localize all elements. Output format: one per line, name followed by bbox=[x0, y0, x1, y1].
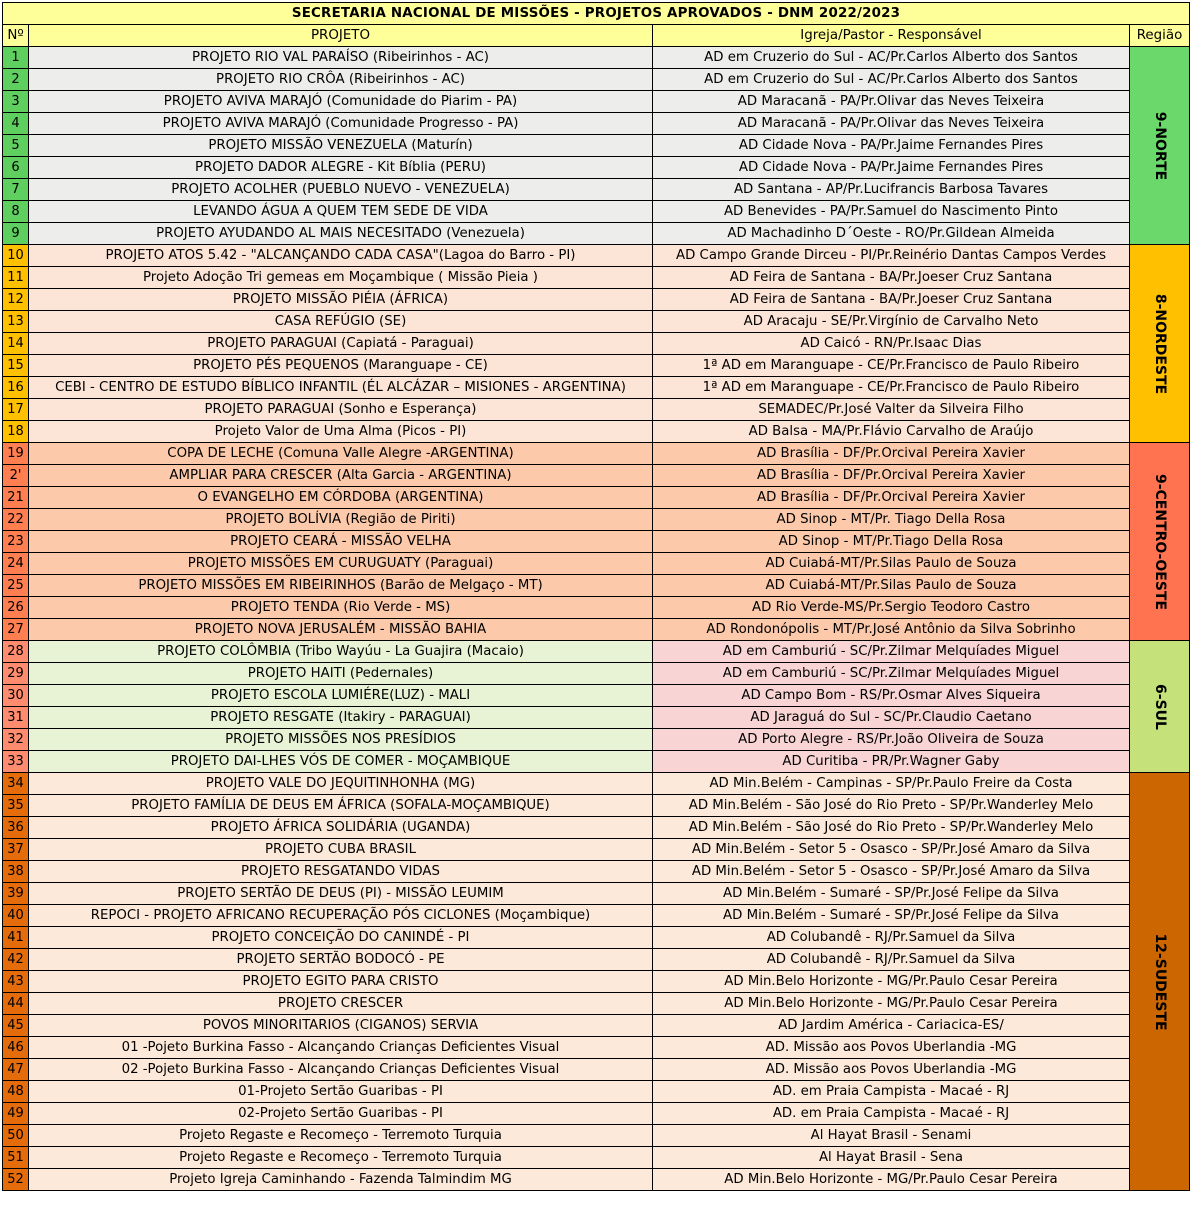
project-cell: PROJETO CONCEIÇÃO DO CANINDÉ - PI bbox=[29, 927, 653, 949]
region-label: 6-SUL bbox=[1151, 683, 1168, 730]
church-cell: AD Feira de Santana - BA/Pr.Joeser Cruz Santana bbox=[653, 267, 1130, 289]
row-number: 28 bbox=[3, 641, 29, 663]
region-label: 9-CENTRO-OESTE bbox=[1151, 473, 1168, 610]
row-number: 51 bbox=[3, 1147, 29, 1169]
church-cell: AD. Missão aos Povos Uberlandia -MG bbox=[653, 1037, 1130, 1059]
table-row bbox=[3, 729, 1190, 751]
church-cell: Al Hayat Brasil - Sena bbox=[653, 1147, 1130, 1169]
project-cell: Projeto Regaste e Recomeço - Terremoto Turquia bbox=[29, 1125, 653, 1147]
table-row bbox=[3, 157, 1190, 179]
row-number: 45 bbox=[3, 1015, 29, 1037]
table-row bbox=[3, 91, 1190, 113]
row-number: 36 bbox=[3, 817, 29, 839]
table-row bbox=[3, 817, 1190, 839]
project-cell: PROJETO CRESCER bbox=[29, 993, 653, 1015]
row-number: 38 bbox=[3, 861, 29, 883]
row-number: 39 bbox=[3, 883, 29, 905]
header-church: Igreja/Pastor - Responsável bbox=[653, 25, 1130, 47]
church-cell: AD Min.Belém - Sumaré - SP/Pr.José Felipe da Silva bbox=[653, 883, 1130, 905]
project-cell: PROJETO AVIVA MARAJÓ (Comunidade do Piarim - PA) bbox=[29, 91, 653, 113]
church-cell: AD Min.Belém - Sumaré - SP/Pr.José Felipe da Silva bbox=[653, 905, 1130, 927]
row-number: 3 bbox=[3, 91, 29, 113]
church-cell: AD em Camburiú - SC/Pr.Zilmar Melquíades Miguel bbox=[653, 663, 1130, 685]
project-cell: Projeto Regaste e Recomeço - Terremoto Turquia bbox=[29, 1147, 653, 1169]
row-number: 43 bbox=[3, 971, 29, 993]
church-cell: AD Min.Belém - Campinas - SP/Pr.Paulo Freire da Costa bbox=[653, 773, 1130, 795]
project-cell: O EVANGELHO EM CÓRDOBA (ARGENTINA) bbox=[29, 487, 653, 509]
row-number: 35 bbox=[3, 795, 29, 817]
row-number: 14 bbox=[3, 333, 29, 355]
table-row bbox=[3, 971, 1190, 993]
table-row bbox=[3, 663, 1190, 685]
church-cell: AD Campo Bom - RS/Pr.Osmar Alves Siqueira bbox=[653, 685, 1130, 707]
row-number: 40 bbox=[3, 905, 29, 927]
row-number: 2 bbox=[3, 69, 29, 91]
project-cell: 01 -Pojeto Burkina Fasso - Alcançando Crianças Deficientes Visual bbox=[29, 1037, 653, 1059]
project-cell: PROJETO TENDA (Rio Verde - MS) bbox=[29, 597, 653, 619]
church-cell: AD. em Praia Campista - Macaé - RJ bbox=[653, 1081, 1130, 1103]
church-cell: 1ª AD em Maranguape - CE/Pr.Francisco de Paulo Ribeiro bbox=[653, 355, 1130, 377]
row-number: 12 bbox=[3, 289, 29, 311]
region-label: 12-SUDESTE bbox=[1151, 932, 1168, 1031]
row-number: 33 bbox=[3, 751, 29, 773]
church-cell: AD Caicó - RN/Pr.Isaac Dias bbox=[653, 333, 1130, 355]
table-row bbox=[3, 113, 1190, 135]
church-cell: AD Cidade Nova - PA/Pr.Jaime Fernandes Pires bbox=[653, 157, 1130, 179]
project-cell: PROJETO RESGATANDO VIDAS bbox=[29, 861, 653, 883]
row-number: 25 bbox=[3, 575, 29, 597]
table-row bbox=[3, 839, 1190, 861]
project-cell: PROJETO RESGATE (Itakiry - PARAGUAI) bbox=[29, 707, 653, 729]
header-region: Região bbox=[1130, 25, 1190, 47]
table-row bbox=[3, 795, 1190, 817]
table-row bbox=[3, 751, 1190, 773]
church-cell: 1ª AD em Maranguape - CE/Pr.Francisco de Paulo Ribeiro bbox=[653, 377, 1130, 399]
project-cell: PROJETO VALE DO JEQUITINHONHA (MG) bbox=[29, 773, 653, 795]
row-number: 16 bbox=[3, 377, 29, 399]
region-label: 9-NORTE bbox=[1151, 111, 1168, 180]
table-row bbox=[3, 135, 1190, 157]
project-cell: POVOS MINORITARIOS (CIGANOS) SERVIA bbox=[29, 1015, 653, 1037]
project-cell: PROJETO ÁFRICA SOLIDÁRIA (UGANDA) bbox=[29, 817, 653, 839]
project-cell: PROJETO HAITI (Pedernales) bbox=[29, 663, 653, 685]
project-cell: COPA DE LECHE (Comuna Valle Alegre -ARGENTINA) bbox=[29, 443, 653, 465]
region-cell bbox=[1130, 245, 1190, 443]
project-cell: PROJETO COLÔMBIA (Tribo Wayúu - La Guajira (Macaio) bbox=[29, 641, 653, 663]
church-cell: AD Brasília - DF/Pr.Orcival Pereira Xavier bbox=[653, 443, 1130, 465]
church-cell: AD. Missão aos Povos Uberlandia -MG bbox=[653, 1059, 1130, 1081]
church-cell: AD em Cruzerio do Sul - AC/Pr.Carlos Alberto dos Santos bbox=[653, 69, 1130, 91]
table-row bbox=[3, 179, 1190, 201]
table-row bbox=[3, 927, 1190, 949]
table-row bbox=[3, 487, 1190, 509]
church-cell: AD Porto Alegre - RS/Pr.João Oliveira de Souza bbox=[653, 729, 1130, 751]
project-cell: 02 -Pojeto Burkina Fasso - Alcançando Crianças Deficientes Visual bbox=[29, 1059, 653, 1081]
project-cell: PROJETO RIO CRÔA (Ribeirinhos - AC) bbox=[29, 69, 653, 91]
church-cell: AD em Cruzerio do Sul - AC/Pr.Carlos Alberto dos Santos bbox=[653, 47, 1130, 69]
table-row bbox=[3, 245, 1190, 267]
church-cell: AD Curitiba - PR/Pr.Wagner Gaby bbox=[653, 751, 1130, 773]
project-cell: PROJETO SERTÃO BODOCÓ - PE bbox=[29, 949, 653, 971]
table-row bbox=[3, 1103, 1190, 1125]
table-row bbox=[3, 531, 1190, 553]
sheet-title: SECRETARIA NACIONAL DE MISSÕES - PROJETOS APROVADOS - DNM 2022/2023 bbox=[3, 3, 1190, 25]
row-number: 26 bbox=[3, 597, 29, 619]
project-cell: PROJETO AYUDANDO AL MAIS NECESITADO (Venezuela) bbox=[29, 223, 653, 245]
table-row bbox=[3, 267, 1190, 289]
church-cell: AD Min.Belém - Setor 5 - Osasco - SP/Pr.José Amaro da Silva bbox=[653, 861, 1130, 883]
project-cell: PROJETO MISSÃO VENEZUELA (Maturín) bbox=[29, 135, 653, 157]
church-cell: AD Maracanã - PA/Pr.Olivar das Neves Teixeira bbox=[653, 113, 1130, 135]
row-number: 42 bbox=[3, 949, 29, 971]
table-row bbox=[3, 1037, 1190, 1059]
region-cell bbox=[1130, 641, 1190, 773]
table-row bbox=[3, 1147, 1190, 1169]
table-row bbox=[3, 443, 1190, 465]
table-row bbox=[3, 883, 1190, 905]
row-number: 11 bbox=[3, 267, 29, 289]
project-cell: PROJETO DADOR ALEGRE - Kit Bíblia (PERU) bbox=[29, 157, 653, 179]
row-number: 22 bbox=[3, 509, 29, 531]
project-cell: PROJETO RIO VAL PARAÍSO (Ribeirinhos - AC) bbox=[29, 47, 653, 69]
table-row bbox=[3, 949, 1190, 971]
row-number: 17 bbox=[3, 399, 29, 421]
project-cell: REPOCI - PROJETO AFRICANO RECUPERAÇÃO PÓS CICLONES (Moçambique) bbox=[29, 905, 653, 927]
church-cell: AD em Camburiú - SC/Pr.Zilmar Melquíades Miguel bbox=[653, 641, 1130, 663]
church-cell: AD Min.Belo Horizonte - MG/Pr.Paulo Cesar Pereira bbox=[653, 971, 1130, 993]
row-number: 24 bbox=[3, 553, 29, 575]
project-cell: PROJETO DAI-LHES VÓS DE COMER - MOÇAMBIQUE bbox=[29, 751, 653, 773]
table-row bbox=[3, 399, 1190, 421]
row-number: 1 bbox=[3, 47, 29, 69]
project-cell: CASA REFÚGIO (SE) bbox=[29, 311, 653, 333]
church-cell: AD Cuiabá-MT/Pr.Silas Paulo de Souza bbox=[653, 575, 1130, 597]
table-row bbox=[3, 905, 1190, 927]
row-number: 9 bbox=[3, 223, 29, 245]
project-cell: PROJETO MISSÕES EM RIBEIRINHOS (Barão de Melgaço - MT) bbox=[29, 575, 653, 597]
table-row bbox=[3, 1059, 1190, 1081]
table-row bbox=[3, 421, 1190, 443]
project-cell: LEVANDO ÁGUA A QUEM TEM SEDE DE VIDA bbox=[29, 201, 653, 223]
table-row bbox=[3, 201, 1190, 223]
church-cell: AD Jaraguá do Sul - SC/Pr.Claudio Caetano bbox=[653, 707, 1130, 729]
row-number: 19 bbox=[3, 443, 29, 465]
project-cell: 01-Projeto Sertão Guaribas - PI bbox=[29, 1081, 653, 1103]
table-row bbox=[3, 355, 1190, 377]
church-cell: AD Benevides - PA/Pr.Samuel do Nascimento Pinto bbox=[653, 201, 1130, 223]
table-row bbox=[3, 1125, 1190, 1147]
row-number: 10 bbox=[3, 245, 29, 267]
row-number: 7 bbox=[3, 179, 29, 201]
table-row bbox=[3, 861, 1190, 883]
project-cell: PROJETO FAMÍLIA DE DEUS EM ÁFRICA (SOFALA-MOÇAMBIQUE) bbox=[29, 795, 653, 817]
row-number: 15 bbox=[3, 355, 29, 377]
project-cell: PROJETO ACOLHER (PUEBLO NUEVO - VENEZUELA) bbox=[29, 179, 653, 201]
row-number: 44 bbox=[3, 993, 29, 1015]
header-num: Nº bbox=[3, 25, 29, 47]
table-row bbox=[3, 311, 1190, 333]
church-cell: AD Maracanã - PA/Pr.Olivar das Neves Teixeira bbox=[653, 91, 1130, 113]
row-number: 41 bbox=[3, 927, 29, 949]
church-cell: Al Hayat Brasil - Senami bbox=[653, 1125, 1130, 1147]
table-row bbox=[3, 1169, 1190, 1191]
church-cell: AD Colubandê - RJ/Pr.Samuel da Silva bbox=[653, 949, 1130, 971]
project-cell: Projeto Valor de Uma Alma (Picos - PI) bbox=[29, 421, 653, 443]
header-project: PROJETO bbox=[29, 25, 653, 47]
row-number: 34 bbox=[3, 773, 29, 795]
table-row bbox=[3, 619, 1190, 641]
church-cell: AD Aracaju - SE/Pr.Virgínio de Carvalho Neto bbox=[653, 311, 1130, 333]
row-number: 18 bbox=[3, 421, 29, 443]
church-cell: AD Rio Verde-MS/Pr.Sergio Teodoro Castro bbox=[653, 597, 1130, 619]
row-number: 49 bbox=[3, 1103, 29, 1125]
church-cell: AD Rondonópolis - MT/Pr.José Antônio da Silva Sobrinho bbox=[653, 619, 1130, 641]
projects-table bbox=[2, 2, 1190, 1191]
table-row bbox=[3, 773, 1190, 795]
project-cell: PROJETO PARAGUAI (Capiatá - Paraguai) bbox=[29, 333, 653, 355]
church-cell: AD Colubandê - RJ/Pr.Samuel da Silva bbox=[653, 927, 1130, 949]
project-cell: PROJETO BOLÍVIA (Região de Piriti) bbox=[29, 509, 653, 531]
church-cell: AD Feira de Santana - BA/Pr.Joeser Cruz Santana bbox=[653, 289, 1130, 311]
table-row bbox=[3, 1015, 1190, 1037]
project-cell: PROJETO PARAGUAI (Sonho e Esperança) bbox=[29, 399, 653, 421]
table-row bbox=[3, 553, 1190, 575]
church-cell: AD Santana - AP/Pr.Lucifrancis Barbosa Tavares bbox=[653, 179, 1130, 201]
row-number: 47 bbox=[3, 1059, 29, 1081]
table-row bbox=[3, 993, 1190, 1015]
church-cell: AD Brasília - DF/Pr.Orcival Pereira Xavier bbox=[653, 465, 1130, 487]
project-cell: PROJETO MISSÕES EM CURUGUATY (Paraguai) bbox=[29, 553, 653, 575]
church-cell: AD Jardim América - Cariacica-ES/ bbox=[653, 1015, 1130, 1037]
table-row bbox=[3, 223, 1190, 245]
project-cell: PROJETO PÉS PEQUENOS (Maranguape - CE) bbox=[29, 355, 653, 377]
row-number: 46 bbox=[3, 1037, 29, 1059]
table-row bbox=[3, 509, 1190, 531]
region-cell bbox=[1130, 773, 1190, 1191]
row-number: 23 bbox=[3, 531, 29, 553]
church-cell: AD Sinop - MT/Pr.Tiago Della Rosa bbox=[653, 531, 1130, 553]
table-row bbox=[3, 333, 1190, 355]
row-number: 31 bbox=[3, 707, 29, 729]
project-cell: PROJETO ESCOLA LUMIÉRE(LUZ) - MALI bbox=[29, 685, 653, 707]
row-number: 8 bbox=[3, 201, 29, 223]
church-cell: AD Campo Grande Dirceu - PI/Pr.Reinério Dantas Campos Verdes bbox=[653, 245, 1130, 267]
project-cell: Projeto Igreja Caminhando - Fazenda Talmindim MG bbox=[29, 1169, 653, 1191]
row-number: 6 bbox=[3, 157, 29, 179]
row-number: 29 bbox=[3, 663, 29, 685]
table-body bbox=[3, 47, 1190, 1191]
spreadsheet bbox=[2, 2, 1189, 1191]
table-row bbox=[3, 47, 1190, 69]
table-row bbox=[3, 685, 1190, 707]
table-row bbox=[3, 575, 1190, 597]
row-number: 48 bbox=[3, 1081, 29, 1103]
church-cell: SEMADEC/Pr.José Valter da Silveira Filho bbox=[653, 399, 1130, 421]
table-row bbox=[3, 597, 1190, 619]
region-label: 8-NORDESTE bbox=[1151, 293, 1168, 394]
church-cell: AD Min.Belém - Setor 5 - Osasco - SP/Pr.José Amaro da Silva bbox=[653, 839, 1130, 861]
table-row bbox=[3, 69, 1190, 91]
row-number: 27 bbox=[3, 619, 29, 641]
project-cell: PROJETO CUBA BRASIL bbox=[29, 839, 653, 861]
project-cell: CEBI - CENTRO DE ESTUDO BÍBLICO INFANTIL (ÉL ALCÁZAR – MISIONES - ARGENTINA) bbox=[29, 377, 653, 399]
church-cell: AD Sinop - MT/Pr. Tiago Della Rosa bbox=[653, 509, 1130, 531]
row-number: 52 bbox=[3, 1169, 29, 1191]
church-cell: AD Balsa - MA/Pr.Flávio Carvalho de Araújo bbox=[653, 421, 1130, 443]
table-row bbox=[3, 641, 1190, 663]
church-cell: AD Min.Belo Horizonte - MG/Pr.Paulo Cesar Pereira bbox=[653, 993, 1130, 1015]
project-cell: Projeto Adoção Tri gemeas em Moçambique ( Missão Pieia ) bbox=[29, 267, 653, 289]
church-cell: AD Min.Belo Horizonte - MG/Pr.Paulo Cesar Pereira bbox=[653, 1169, 1130, 1191]
row-number: 5 bbox=[3, 135, 29, 157]
church-cell: AD Cuiabá-MT/Pr.Silas Paulo de Souza bbox=[653, 553, 1130, 575]
project-cell: 02-Projeto Sertão Guaribas - PI bbox=[29, 1103, 653, 1125]
table-row bbox=[3, 377, 1190, 399]
region-cell bbox=[1130, 443, 1190, 641]
church-cell: AD Brasília - DF/Pr.Orcival Pereira Xavier bbox=[653, 487, 1130, 509]
project-cell: PROJETO MISSÕES NOS PRESÍDIOS bbox=[29, 729, 653, 751]
project-cell: PROJETO SERTÃO DE DEUS (PI) - MISSÃO LEUMIM bbox=[29, 883, 653, 905]
project-cell: PROJETO ATOS 5.42 - "ALCANÇANDO CADA CASA"(Lagoa do Barro - PI) bbox=[29, 245, 653, 267]
church-cell: AD Min.Belém - São José do Rio Preto - SP/Pr.Wanderley Melo bbox=[653, 817, 1130, 839]
row-number: 32 bbox=[3, 729, 29, 751]
row-number: 2' bbox=[3, 465, 29, 487]
row-number: 4 bbox=[3, 113, 29, 135]
church-cell: AD Cidade Nova - PA/Pr.Jaime Fernandes Pires bbox=[653, 135, 1130, 157]
project-cell: PROJETO CEARÁ - MISSÃO VELHA bbox=[29, 531, 653, 553]
table-row bbox=[3, 707, 1190, 729]
region-cell bbox=[1130, 47, 1190, 245]
row-number: 21 bbox=[3, 487, 29, 509]
table-row bbox=[3, 465, 1190, 487]
church-cell: AD Min.Belém - São José do Rio Preto - SP/Pr.Wanderley Melo bbox=[653, 795, 1130, 817]
row-number: 37 bbox=[3, 839, 29, 861]
row-number: 13 bbox=[3, 311, 29, 333]
project-cell: PROJETO MISSÃO PIÉIA (ÁFRICA) bbox=[29, 289, 653, 311]
church-cell: AD Machadinho D´Oeste - RO/Pr.Gildean Almeida bbox=[653, 223, 1130, 245]
project-cell: PROJETO EGITO PARA CRISTO bbox=[29, 971, 653, 993]
project-cell: AMPLIAR PARA CRESCER (Alta Garcia - ARGENTINA) bbox=[29, 465, 653, 487]
table-row bbox=[3, 289, 1190, 311]
row-number: 30 bbox=[3, 685, 29, 707]
church-cell: AD. em Praia Campista - Macaé - RJ bbox=[653, 1103, 1130, 1125]
project-cell: PROJETO AVIVA MARAJÓ (Comunidade Progresso - PA) bbox=[29, 113, 653, 135]
project-cell: PROJETO NOVA JERUSALÉM - MISSÃO BAHIA bbox=[29, 619, 653, 641]
table-row bbox=[3, 1081, 1190, 1103]
row-number: 50 bbox=[3, 1125, 29, 1147]
